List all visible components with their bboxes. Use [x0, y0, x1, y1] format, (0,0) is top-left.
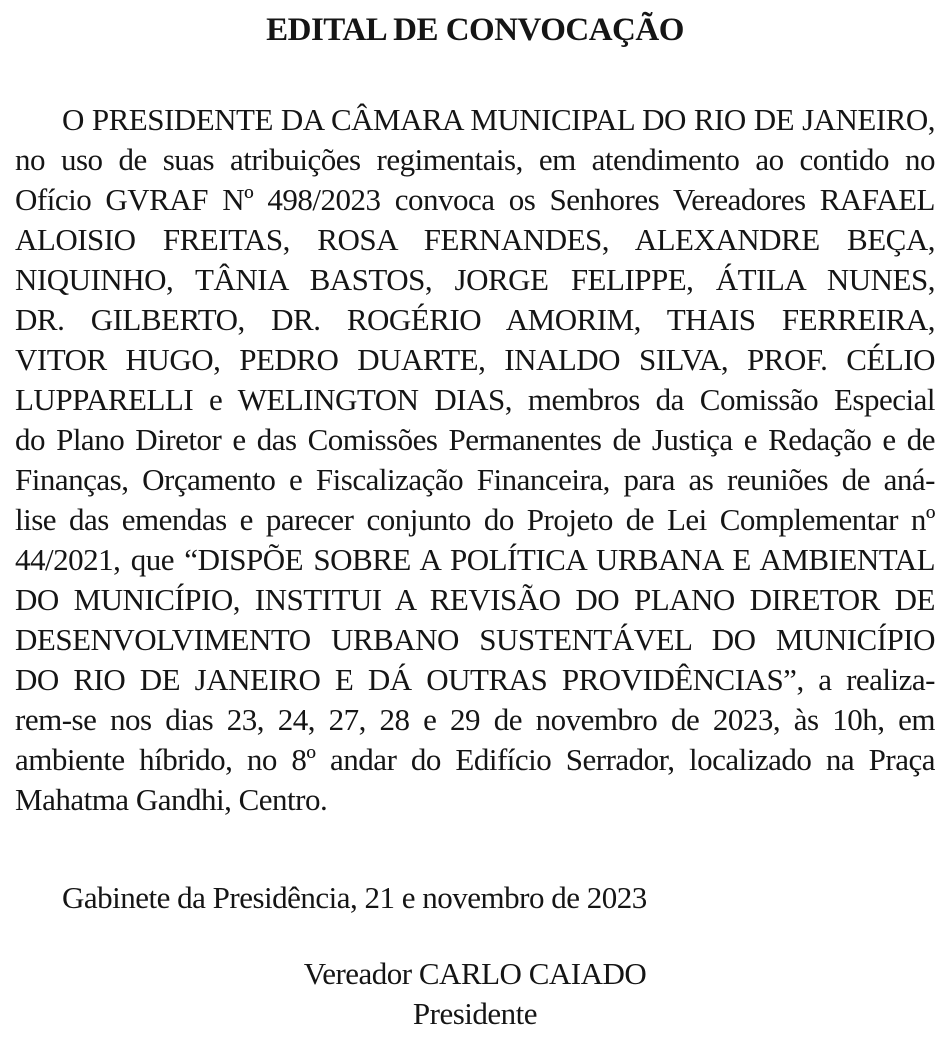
body-line: LUPPARELLI e WELINGTON DIAS, membros da Comissão Especial [15, 382, 935, 417]
body-line: lise das emendas e parecer conjunto do Projeto de Lei Complementar nº [15, 502, 935, 537]
body-line: no uso de suas atribuições regimentais, em atendimento ao contido no [15, 142, 935, 177]
body-line: do Plano Diretor e das Comissões Permanentes de Justiça e Redação e de [15, 422, 935, 457]
body-line: DESENVOLVIMENTO URBANO SUSTENTÁVEL DO MUNICÍPIO [15, 622, 935, 657]
body-line: Ofício GVRAF Nº 498/2023 convoca os Senhores Vereadores RAFAEL [15, 182, 935, 217]
body-line: VITOR HUGO, PEDRO DUARTE, INALDO SILVA, PROF. CÉLIO [15, 342, 935, 377]
body-line: DR. GILBERTO, DR. ROGÉRIO AMORIM, THAIS FERREIRA, [15, 302, 935, 337]
signature-name: Vereador CARLO CAIADO [303, 956, 647, 991]
dateline: Gabinete da Presidência, 21 e novembro de 2023 [62, 880, 647, 915]
body-line: NIQUINHO, TÂNIA BASTOS, JORGE FELIPPE, ÁTILA NUNES, [15, 262, 935, 297]
body-line: ALOISIO FREITAS, ROSA FERNANDES, ALEXANDRE BEÇA, [15, 222, 935, 257]
signature-block [15, 954, 935, 1034]
body-line: Mahatma Gandhi, Centro. [15, 782, 328, 817]
signature-role: Presidente [412, 996, 538, 1031]
body-line: rem-se nos dias 23, 24, 27, 28 e 29 de novembro de 2023, às 10h, em [15, 702, 935, 737]
document-body [15, 100, 935, 820]
body-line: DO RIO DE JANEIRO E DÁ OUTRAS PROVIDÊNCIAS”, a realiza- [15, 662, 935, 697]
body-line: ambiente híbrido, no 8º andar do Edifício Serrador, localizado na Praça [15, 742, 935, 777]
body-line: Finanças, Orçamento e Fiscalização Financeira, para as reuniões de aná- [15, 462, 935, 497]
body-line: O PRESIDENTE DA CÂMARA MUNICIPAL DO RIO DE JANEIRO, [62, 102, 935, 137]
document-title: EDITAL DE CONVOCAÇÃO [266, 12, 684, 48]
body-line: 44/2021, que “DISPÕE SOBRE A POLÍTICA URBANA E AMBIENTAL [15, 542, 935, 577]
body-line: DO MUNICÍPIO, INSTITUI A REVISÃO DO PLANO DIRETOR DE [15, 582, 935, 617]
